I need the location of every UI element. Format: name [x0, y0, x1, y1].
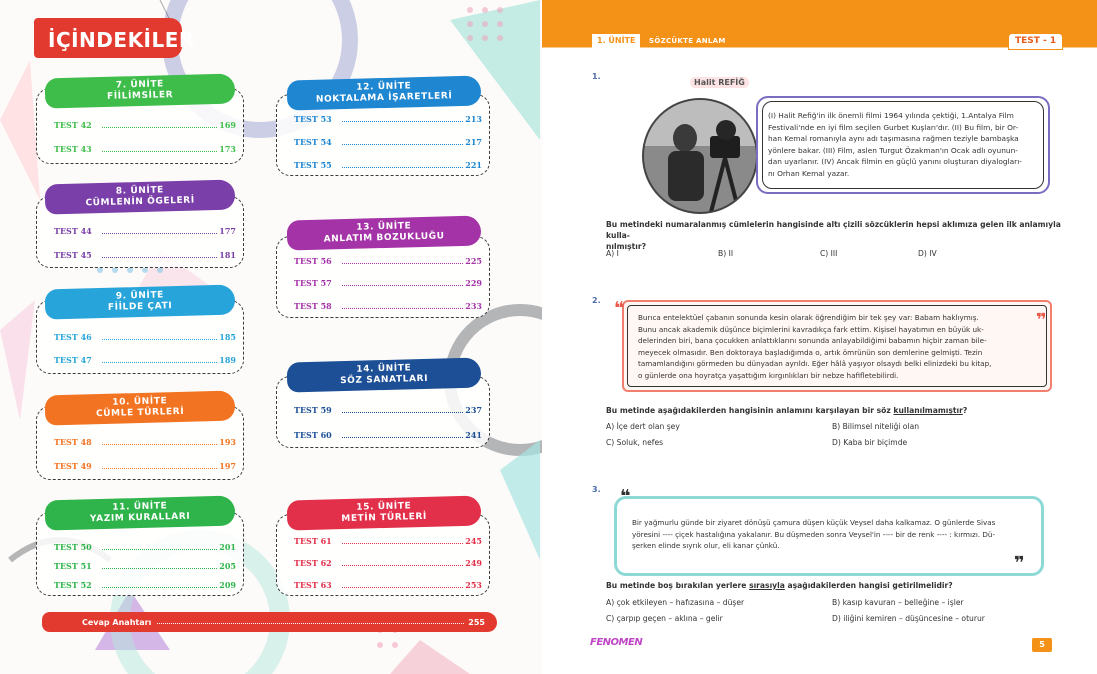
toc-unit-13-title: ANLATIM BOZUKLUĞU	[323, 231, 445, 245]
question-1-option-a[interactable]: A) I	[606, 249, 619, 258]
question-3-option-c[interactable]: C) çarpıp geçen – aklına – gelir	[606, 614, 723, 623]
test-label: TEST - 1	[1008, 33, 1063, 50]
toc-test-61[interactable]: TEST 61 245	[294, 536, 482, 546]
question-3-number: 3.	[592, 485, 601, 494]
quote-open-icon-2: ❝	[620, 486, 631, 507]
toc-unit-9-header[interactable]	[45, 285, 236, 320]
question-3-option-d[interactable]: D) iliğini kemiren – düşüncesine – oturur	[832, 614, 985, 623]
quote-close-icon: ❞	[1036, 310, 1047, 331]
question-1-option-d[interactable]: D) IV	[918, 249, 937, 258]
toc-test-49[interactable]: TEST 49 197	[54, 461, 236, 471]
toc-test-46[interactable]: TEST 46 185	[54, 332, 236, 342]
toc-unit-12-header[interactable]	[287, 75, 482, 110]
question-2-option-a[interactable]: A) İçe dert olan şey	[606, 422, 680, 431]
toc-unit-15-title: METİN TÜRLERİ	[341, 511, 428, 525]
toc-answer-key[interactable]	[42, 612, 497, 632]
toc-unit-9-number: 9. ÜNİTE	[115, 290, 165, 302]
toc-unit-13-number: 13. ÜNİTE	[356, 221, 412, 233]
toc-unit-7-number: 7. ÜNİTE	[115, 79, 165, 91]
unit-label: 1. ÜNİTE	[592, 34, 640, 48]
toc-unit-8-header[interactable]	[45, 180, 236, 215]
toc-test-56[interactable]: TEST 56 225	[294, 256, 482, 266]
toc-unit-8-title: CÜMLENİN ÖGELERİ	[85, 195, 195, 209]
toc-unit-10-number: 10. ÜNİTE	[112, 396, 168, 408]
toc-test-58[interactable]: TEST 58 233	[294, 301, 482, 311]
toc-unit-14-title: SÖZ SANATLARI	[340, 373, 429, 387]
quote-close-icon-2: ❞	[1014, 553, 1025, 574]
answer-key-label: Cevap Anahtarı	[82, 617, 152, 627]
toc-test-60[interactable]: TEST 60 241	[294, 430, 482, 440]
question-1-option-b[interactable]: B) II	[718, 249, 734, 258]
question-2-passage: Burıca entelektüel çabanın sonunda kesin olarak öğrendiğim bir tek şey var: Babam haklıymış. Bunu ancak akademik düşünce biçimlerini kavradıkça fark ettim. Kişisel hayatımın en büyük uk- delerinden biri, bana çocukken anlattıklarını sonunda anlayabildiğimi babamın hiçbir zaman bile- meyecek olmasıdır. Ben doktoraya başladığımda o, artık ömrünün son demlerine gelmişti. Tezin tamamlandığını görmeden bu dünyadan ayrıldı. Eğer hâlâ yaşıyor olsaydı belki elinizdeki bu kitap, o günlerde ona hoyratça yaşattığım kırgınlıkları bir nebze hafifletebilirdi.	[638, 313, 992, 380]
question-2-option-b[interactable]: B) Bilimsel niteliği olan	[832, 422, 920, 431]
header-swoosh	[542, 0, 1097, 60]
question-3-text: Bu metinde boş bırakılan yerlere sırasıyla aşağıdakilerden hangisi getirilmelidir?	[606, 581, 953, 590]
question-3-passage: Bir yağmurlu günde bir ziyaret dönüşü çamura düşen küçük Veysel daha kalkamaz. O günlerde Sivas yöresini ---- çiçek hastalığına yakalanır. Bu düşmeden sonra Veysel'in ---- bir de renk ---- : kırmızı. Dü- şerken elinde sıyrık olur, eli kanar çünkü.	[632, 518, 996, 550]
toc-test-52[interactable]: TEST 52 209	[54, 580, 236, 590]
toc-test-47[interactable]: TEST 47 189	[54, 355, 236, 365]
question-1-number: 1.	[592, 72, 601, 81]
director-photo	[640, 96, 760, 216]
question-2-number: 2.	[592, 296, 601, 305]
question-2-option-c[interactable]: C) Soluk, nefes	[606, 438, 664, 447]
toc-unit-10-header[interactable]	[45, 391, 236, 426]
question-1-passage: (I) Halit Refiğ'in ilk önemli filmi 1964 yılında çektiği, 1.Antalya Film Festivali'nde en iyi film seçilen Gurbet Kuşları'dır. (II) Bu film, bir Or- han Kemal romanıyla aynı adı taşımasına rağmen teziyle bambaşka yönlere bakar. (III) Film, aslen Turgut Özakman'ın Ocak adlı oyunun- dan uyarlanır. (IV) Ancak filmin en güçlü yanını oluşturan diyalogları- nı Orhan Kemal yazar.	[768, 111, 1022, 178]
toc-unit-12-title: NOKTALAMA İŞARETLERİ	[315, 91, 453, 105]
toc-test-54[interactable]: TEST 54 217	[294, 137, 482, 147]
toc-unit-12-number: 12. ÜNİTE	[356, 81, 412, 93]
toc-test-44[interactable]: TEST 44 177	[54, 226, 236, 236]
toc-unit-13-header[interactable]	[287, 215, 482, 250]
toc-test-62[interactable]: TEST 62 249	[294, 558, 482, 568]
photo-caption: Halit REFİĞ	[690, 77, 749, 88]
toc-unit-9-title: FİİLDE ÇATI	[107, 301, 173, 313]
toc-test-48[interactable]: TEST 48 193	[54, 437, 236, 447]
page-number: 5	[1032, 638, 1052, 652]
toc-test-53[interactable]: TEST 53 213	[294, 114, 482, 124]
toc-test-42[interactable]: TEST 42 169	[54, 120, 236, 130]
toc-test-45[interactable]: TEST 45 181	[54, 250, 236, 260]
toc-page	[0, 0, 542, 674]
toc-unit-15-header[interactable]	[287, 495, 482, 530]
quote-open-icon: ❝	[614, 298, 625, 319]
question-3-option-a[interactable]: A) çok etkileyen – hafızasına – düşer	[606, 598, 745, 607]
question-2-option-d[interactable]: D) Kaba bir biçimde	[832, 438, 908, 447]
question-2-text: Bu metinde aşağıdakilerden hangisinin anlamını karşılayan bir söz kullanılmamıştır?	[606, 406, 968, 415]
toc-test-59[interactable]: TEST 59 237	[294, 405, 482, 415]
question-1-option-c[interactable]: C) III	[820, 249, 838, 258]
answer-key-page: 255	[468, 617, 485, 627]
brand-logo: FENOMEN	[590, 637, 643, 648]
toc-unit-10-title: CÜMLE TÜRLERİ	[95, 406, 185, 420]
toc-unit-7-title: FİİLİMSİLER	[106, 90, 174, 102]
toc-unit-7-header[interactable]	[45, 74, 236, 109]
unit-name: SÖZCÜKTE ANLAM	[649, 37, 726, 45]
toc-unit-11-header[interactable]	[45, 496, 236, 531]
toc-unit-11-number: 11. ÜNİTE	[112, 501, 168, 513]
toc-unit-14-header[interactable]	[287, 357, 482, 392]
toc-unit-11-title: YAZIM KURALLARI	[89, 511, 191, 525]
test-page	[542, 0, 1097, 674]
toc-unit-15-number: 15. ÜNİTE	[356, 501, 412, 513]
toc-test-43[interactable]: TEST 43 173	[54, 144, 236, 154]
question-1-text: Bu metindeki numaralanmış cümlelerin hangisinde altı çizili sözcüklerin hepsi aklımıza gelen ilk anlamıyla kulla- nılmıştır?	[606, 220, 1061, 251]
toc-test-51[interactable]: TEST 51 205	[54, 561, 236, 571]
toc-test-55[interactable]: TEST 55 221	[294, 160, 482, 170]
toc-title: İÇİNDEKİLER	[48, 28, 195, 52]
toc-test-57[interactable]: TEST 57 229	[294, 278, 482, 288]
toc-test-50[interactable]: TEST 50 201	[54, 542, 236, 552]
question-3-option-b[interactable]: B) kasıp kavuran – belleğine – işler	[832, 598, 964, 607]
toc-unit-14-number: 14. ÜNİTE	[356, 363, 412, 375]
toc-test-63[interactable]: TEST 63 253	[294, 580, 482, 590]
toc-unit-8-number: 8. ÜNİTE	[115, 185, 165, 197]
